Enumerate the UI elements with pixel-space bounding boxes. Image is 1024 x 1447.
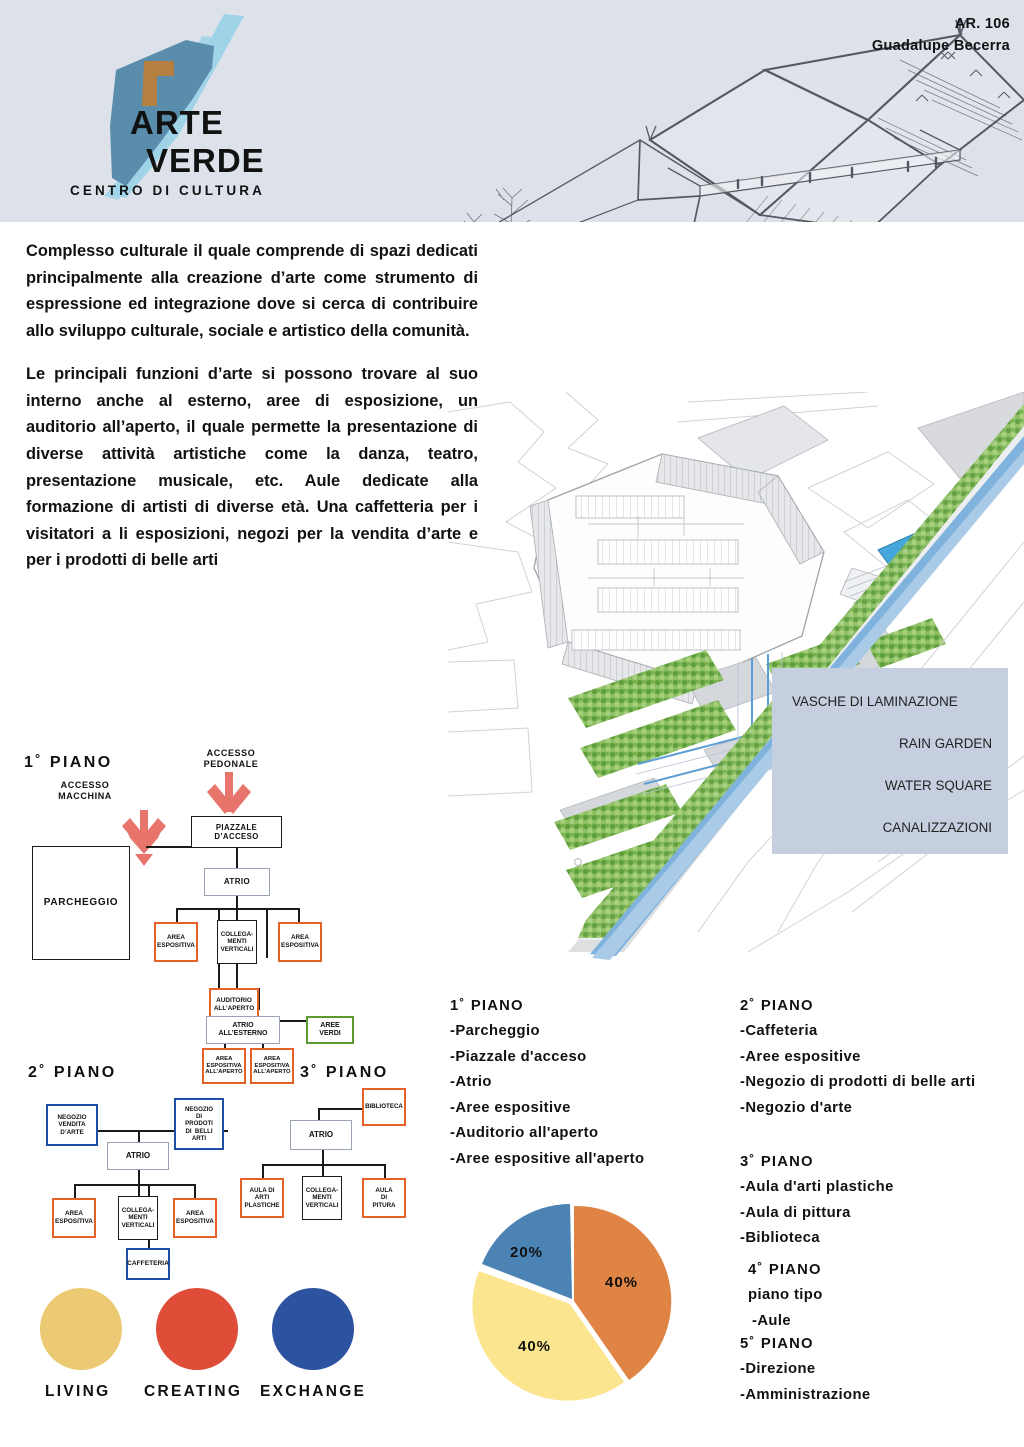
node-negozio-vendita-arte: NEGOZIO VENDITA D’ARTE xyxy=(46,1104,98,1146)
header-band xyxy=(0,0,1024,222)
pie-label-creating: 40% xyxy=(605,1274,639,1291)
node-atrio-allesterno: ATRIO ALL’ESTERNO xyxy=(206,1016,280,1044)
legend-item-rain-garden: RAIN GARDEN xyxy=(898,736,992,751)
program-list-item: -Aula di pittura xyxy=(740,1204,851,1221)
course-code: AR. 106 xyxy=(954,16,1010,32)
node-area-espositiva-aperto-2: AREA ESPOSITIVA ALL’APERTO xyxy=(250,1048,294,1084)
connector xyxy=(176,908,178,923)
program-list-heading: 5˚ PIANO xyxy=(740,1336,814,1352)
connector xyxy=(74,1184,76,1198)
node-aree-verdi: AREE VERDI xyxy=(306,1016,354,1044)
connector xyxy=(236,846,238,868)
pie-label-living: 40% xyxy=(518,1338,552,1355)
connector xyxy=(236,960,238,988)
node-aula-di-pitura: AULA DI PITURA xyxy=(362,1178,406,1218)
program-list-subheading: piano tipo xyxy=(748,1287,823,1304)
logo-subtitle: CENTRO DI CULTURA xyxy=(70,183,265,198)
program-list-item: -Caffeteria xyxy=(740,1023,818,1040)
program-list-heading: 1˚ PIANO xyxy=(450,998,524,1014)
program-list-heading: 3˚ PIANO xyxy=(740,1154,814,1170)
program-list-item: -Amministrazione xyxy=(740,1386,871,1403)
color-swatch-living xyxy=(40,1288,122,1370)
program-list-item: -Negozio d'arte xyxy=(740,1099,853,1116)
node-auditorio-allaperto: AUDITORIO ALL’APERTO xyxy=(209,988,259,1022)
legend-item-vasche: VASCHE DI LAMINAZIONE xyxy=(792,694,958,709)
label-accesso-pedonale: ACCESSO PEDONALE xyxy=(203,748,259,770)
concept-color-legend xyxy=(28,1288,428,1413)
program-list-piano3 xyxy=(740,1150,1008,1252)
label-accesso-macchina: ACCESSO MACCHINA xyxy=(58,780,112,802)
connector xyxy=(298,908,300,923)
connector xyxy=(384,1164,386,1178)
node-atrio-p2: ATRIO xyxy=(107,1142,169,1170)
logo-line-arte: ARTE xyxy=(130,104,224,141)
legend-item-water-square: WATER SQUARE xyxy=(884,778,992,793)
flowchart-title-piano3: 3˚ PIANO xyxy=(300,1064,389,1081)
program-list-item: -Direzione xyxy=(740,1361,816,1378)
credit-block xyxy=(872,14,1010,58)
node-parcheggio: PARCHEGGIO xyxy=(32,846,130,960)
program-list-item: -Aree espositive xyxy=(740,1048,861,1065)
description-paragraph-2: Le principali funzioni d’arte si possono trovare al suo interno anche al esterno, aree di esposizione, un auditorio all’aperto, il quale permette la presentazione di diverse attività artistiche come la danza, teatro, presentazione musicale, etc. Aule dedicate alla formazione di artisti di diverse età. Una caffetteria per i visitatori a li esposizioni, negozi per la vendita d’arte e per i prodotti di belle arti xyxy=(26,365,478,570)
program-list-piano1 xyxy=(450,994,730,1172)
connector xyxy=(266,908,268,958)
program-list-item: -Aule xyxy=(752,1312,791,1329)
program-list-heading: 2˚ PIANO xyxy=(740,998,814,1014)
program-list-item: -Atrio xyxy=(450,1074,492,1091)
pie-label-exchange: 20% xyxy=(510,1244,544,1261)
color-label-exchange: EXCHANGE xyxy=(260,1383,367,1400)
program-list-piano2 xyxy=(740,994,1008,1121)
node-area-espositiva-left-p2: AREA ESPOSITIVA xyxy=(52,1198,96,1238)
author-name: Guadalupe Becerra xyxy=(871,37,1010,54)
legend-item-canalizzazioni: CANALIZZAZIONI xyxy=(882,820,992,835)
color-swatch-exchange xyxy=(272,1288,354,1370)
description-text xyxy=(26,238,478,574)
flowchart-title-piano2: 2˚ PIANO xyxy=(28,1064,117,1081)
node-piazzale-acceso: PIAZZALE D’ACCESO xyxy=(191,816,282,848)
node-atrio-p3: ATRIO xyxy=(290,1120,352,1150)
program-list-item: -Biblioteca xyxy=(740,1230,821,1247)
node-area-espositiva-left-p1: AREA ESPOSITIVA xyxy=(154,922,198,962)
program-list-item: -Aula d'arti plastiche xyxy=(740,1179,894,1196)
color-label-creating: CREATING xyxy=(144,1383,243,1400)
program-list-heading: 4˚ PIANO xyxy=(748,1262,822,1278)
program-list-piano5 xyxy=(740,1332,1008,1408)
program-list-piano4 xyxy=(748,1258,1016,1334)
node-collegamenti-verticali-p1: COLLEGA- MENTI VERTICALI xyxy=(217,920,257,964)
node-biblioteca: BIBLIOTECA xyxy=(362,1088,406,1126)
program-list-item: -Aree espositive xyxy=(450,1099,571,1116)
node-collegamenti-verticali-p3: COLLEGA- MENTI VERTICALI xyxy=(302,1176,342,1220)
connector xyxy=(74,1184,196,1186)
color-label-living: LIVING xyxy=(45,1383,111,1400)
site-plan-legend xyxy=(772,668,1008,854)
node-aula-arti-plastiche: AULA DI ARTI PLASTICHE xyxy=(240,1178,284,1218)
flowchart-title-piano1: 1˚ PIANO xyxy=(24,754,113,771)
node-area-espositiva-right-p1: AREA ESPOSITIVA xyxy=(278,922,322,962)
program-flowcharts xyxy=(18,748,448,1308)
program-pie-chart xyxy=(452,1196,700,1401)
program-list-item: -Aree espositive all'aperto xyxy=(450,1150,645,1167)
logo xyxy=(60,8,360,213)
connector xyxy=(262,1164,264,1178)
description-paragraph-1: Complesso culturale il quale comprende di spazi dedicati principalmente alla creazione d’arte come strumento di espressione ed integrazione dove si cerca di contribuire allo sviluppo culturale, sociale e artistico della comunità. xyxy=(26,242,478,340)
program-list-item: -Auditorio all'aperto xyxy=(450,1125,599,1142)
node-area-espositiva-right-p2: AREA ESPOSITIVA xyxy=(173,1198,217,1238)
connector xyxy=(318,1108,366,1110)
logo-line-verde: VERDE xyxy=(146,142,265,179)
node-atrio-p1: ATRIO xyxy=(204,868,270,896)
color-swatch-creating xyxy=(156,1288,238,1370)
program-list-item: -Piazzale d'acceso xyxy=(450,1048,587,1065)
program-list-item: -Negozio di prodotti di belle arti xyxy=(740,1074,976,1091)
node-collegamenti-verticali-p2: COLLEGA- MENTI VERTICALI xyxy=(118,1196,158,1240)
node-negozio-prodotti: NEGOZIO DI PRODOTI DI BELLI ARTI xyxy=(174,1098,224,1150)
node-area-espositiva-aperto-1: AREA ESPOSITIVA ALL’APERTO xyxy=(202,1048,246,1084)
connector xyxy=(194,1184,196,1198)
program-list-item: -Parcheggio xyxy=(450,1023,540,1040)
node-caffeteria: CAFFETERIA xyxy=(126,1248,170,1280)
